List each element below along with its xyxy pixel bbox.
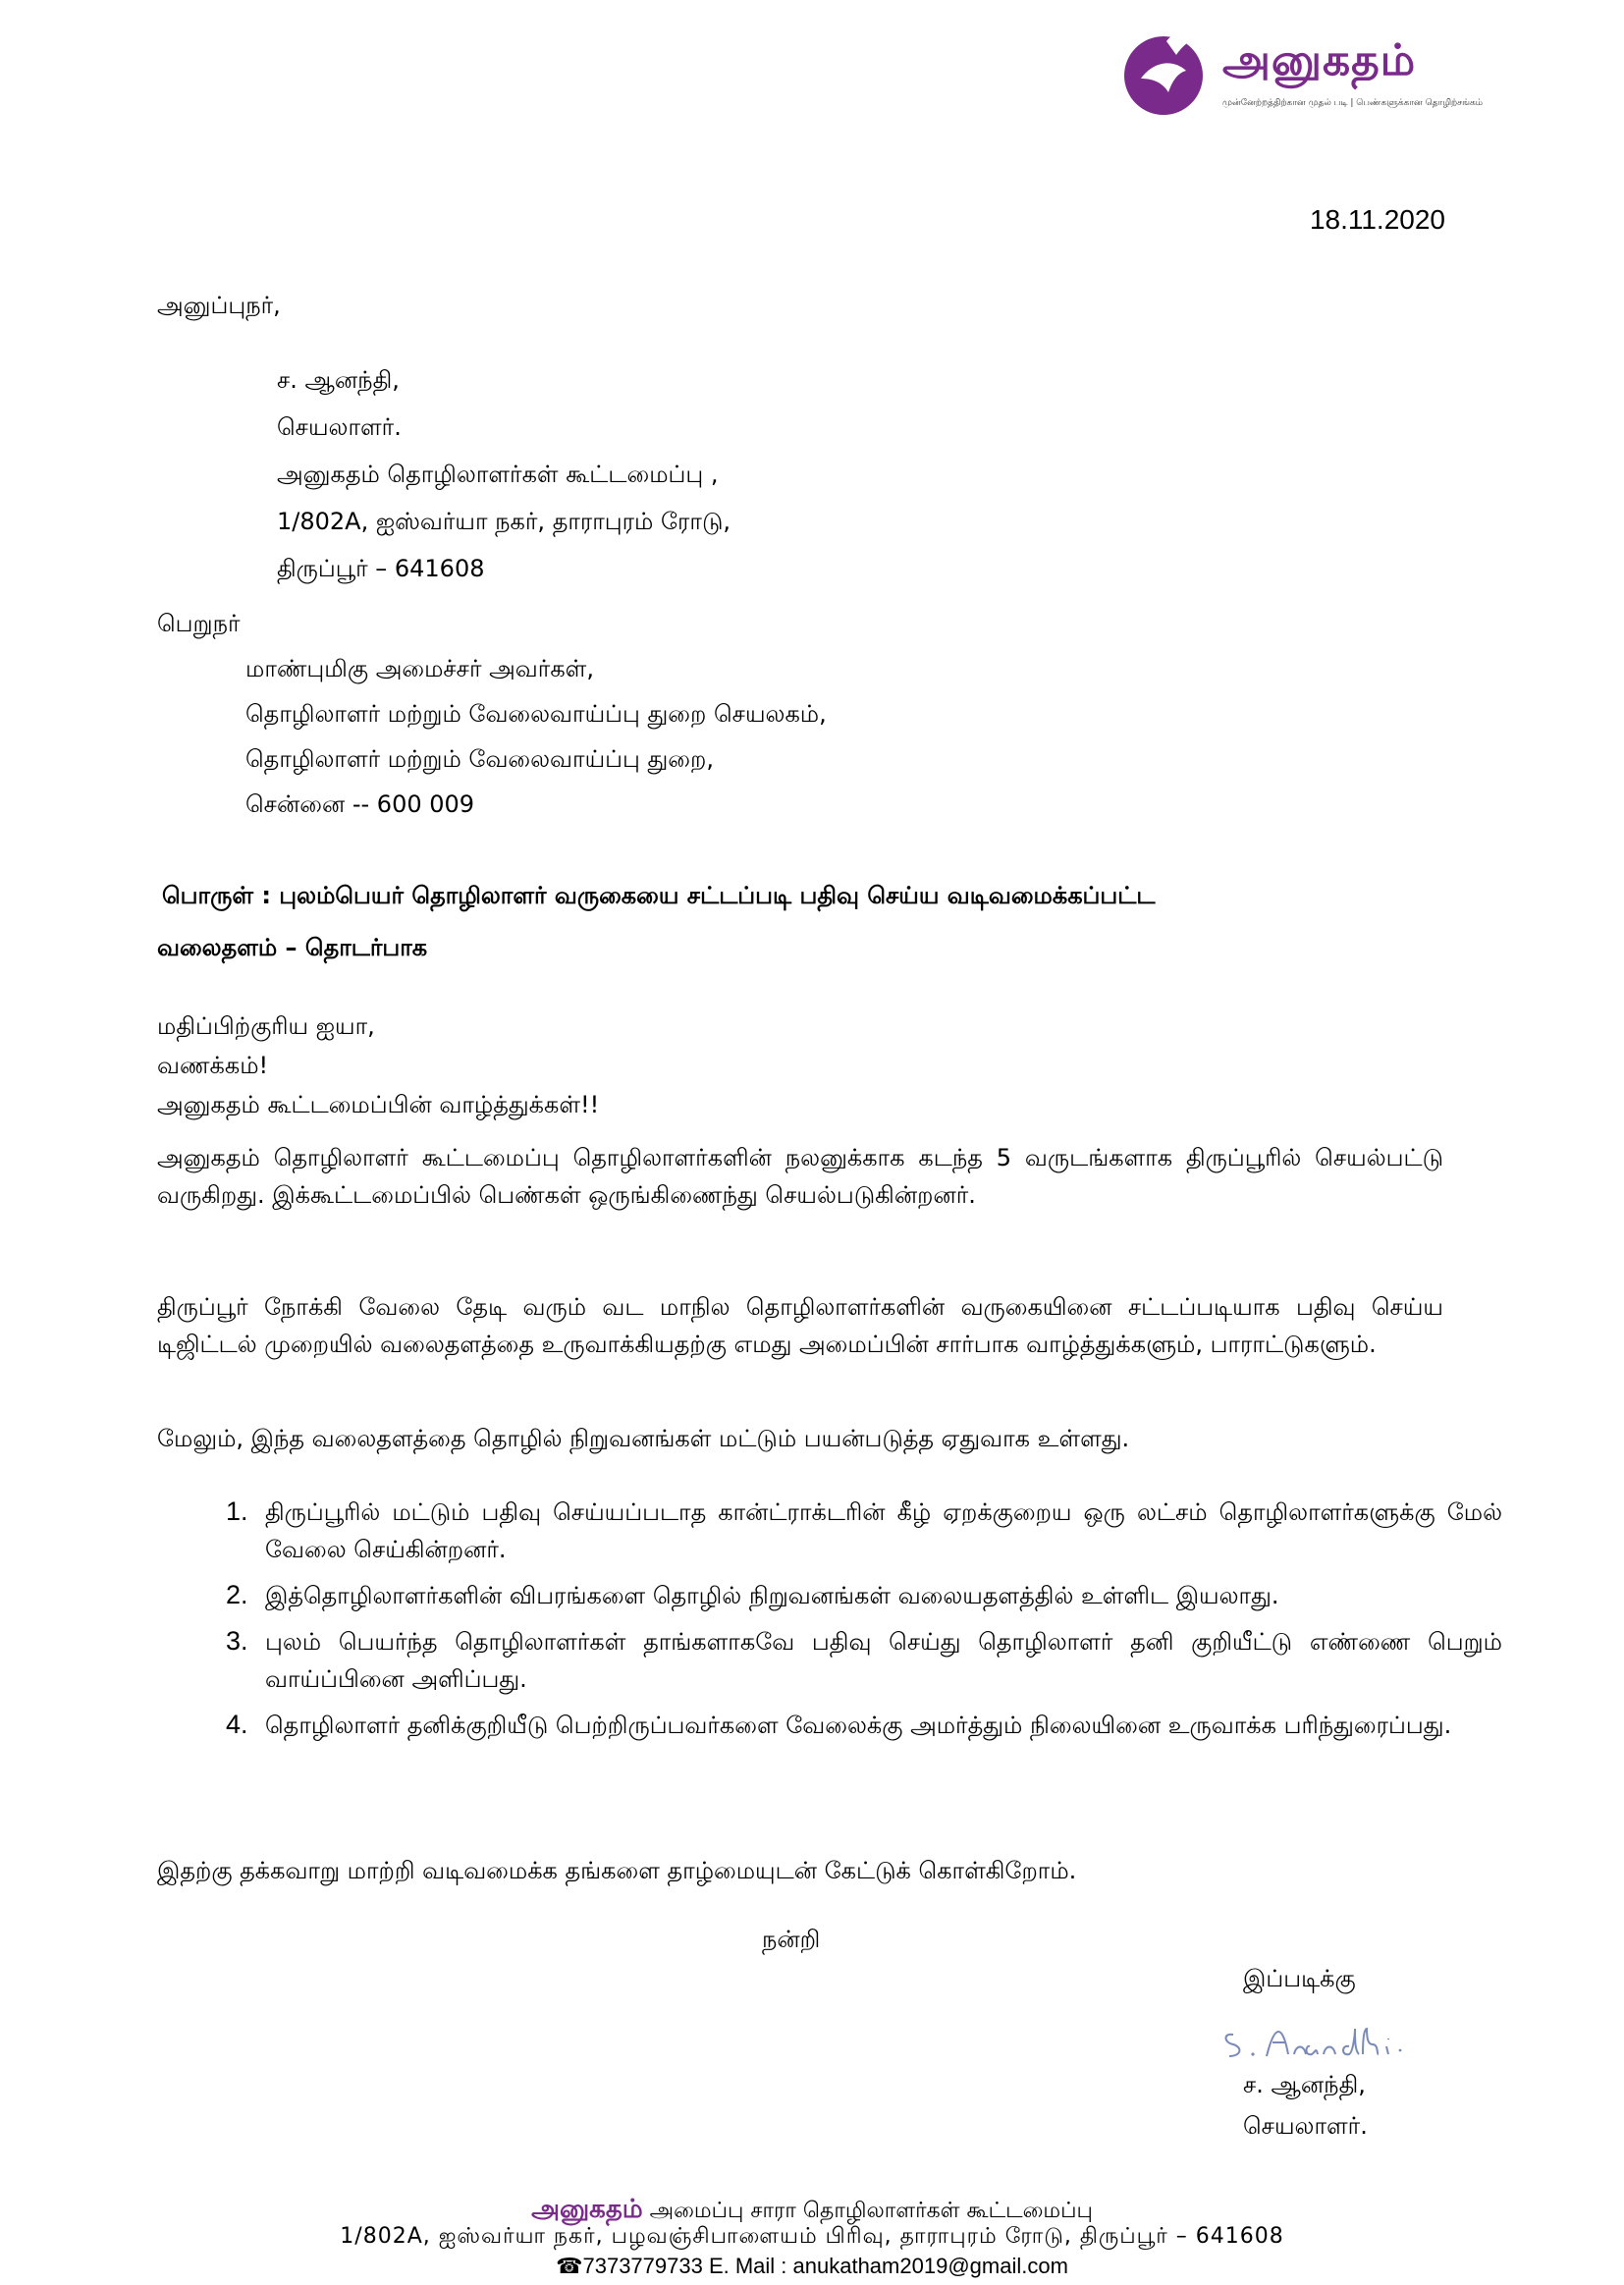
sender-line: 1/802A, ஐஸ்வர்யா நகர், தாராபுரம் ரோடு, [277,508,731,535]
sender-line: ச. ஆனந்தி, [277,366,400,394]
footer-contact-line [0,2254,1624,2279]
subject-line-1: பொருள் : புலம்பெயர் தொழிலாளர் வருகையை சட்டப்படி பதிவு செய்ய வடிவமைக்கப்பட்ட [162,882,1156,909]
sender-address [277,365,731,601]
receiver-heading: பெறுநர் [157,610,241,637]
receiver-line: தொழிலாளர் மற்றும் வேலைவாய்ப்பு துறை செயலகம், [245,700,827,728]
sender-line: செயலாளர். [277,413,402,441]
list-item: 1. திருப்பூரில் மட்டும் பதிவு செய்யப்படாத கான்ட்ராக்டரின் கீழ் ஏறக்குறைய ஒரு லட்சம் தொழிலாளர்களுக்கு மேல் வேலை செய்கின்றனர். [255,1493,1502,1568]
receiver-line: மாண்புமிகு அமைச்சர் அவர்கள், [245,655,594,682]
thanks-text: நன்றி [762,1926,821,1953]
signoff-label: இப்படிக்கு [1243,1965,1356,1992]
paragraph-concern: மேலும், இந்த வலைதளத்தை தொழில் நிறுவனங்கள் மட்டும் பயன்படுத்த ஏதுவாக உள்ளது. [157,1425,1130,1452]
paragraph-appreciation: திருப்பூர் நோக்கி வேலை தேடி வரும் வட மாநில தொழிலாளர்களின் வருகையினை சட்டப்படியாக பதிவு செய்ய டிஜிட்டல் முறையில் வலைதளத்தை உருவாக்கியதற்கு எமது அமைப்பின் சார்பாக வாழ்த்துக்களும், பாராட்டுகளும். [157,1293,1443,1358]
recommendation-list [196,1493,1502,1752]
greeting-vanakkam: வணக்கம்! [157,1052,269,1079]
receiver-line: தொழிலாளர் மற்றும் வேலைவாய்ப்பு துறை, [245,745,714,773]
footer-org: அமைப்பு சாரா தொழிலாளர்கள் கூட்டமைப்பு [642,2199,1093,2223]
list-item: 2. இத்தொழிலாளர்களின் விபரங்களை தொழில் நிறுவனங்கள் வலையதளத்தில் உள்ளிட இயலாது. [255,1576,1502,1614]
dove-logo-icon [1119,22,1218,120]
list-item: 4. தொழிலாளர் தனிக்குறியீடு பெற்றிருப்பவர்களை வேலைக்கு அமர்த்தும் நிலையினை உருவாக்க பரிந்துரைப்பது. [255,1706,1502,1744]
greeting-wishes: அனுகதம் கூட்டமைப்பின் வாழ்த்துக்கள்!! [157,1091,600,1118]
letterhead-logo [1119,22,1532,120]
signatory-title: செயலாளர். [1243,2112,1368,2140]
signatory-name: ச. ஆனந்தி, [1243,2071,1366,2098]
letter-date: 18.11.2020 [1309,204,1445,235]
closing-request: இதற்கு தக்கவாறு மாற்றி வடிவமைக்க தங்களை தாழ்மையுடன் கேட்டுக் கொள்கிறோம். [157,1857,1077,1884]
footer-address: 1/802A, ஐஸ்வர்யா நகர், பழவஞ்சிபாளையம் பிரிவு, தாராபுரம் ரோடு, திருப்பூர் – 641608 [340,2224,1284,2249]
footer-contact: 7373779733 E. Mail : anukatham2019@gmail.com [582,2254,1068,2278]
logo-wordmark: அனுகதம் [1222,35,1417,85]
phone-icon: ☎ [556,2254,583,2278]
sender-line: அனுகதம் தொழிலாளர்கள் கூட்டமைப்பு , [277,461,719,488]
sender-line: திருப்பூர் – 641608 [277,555,485,582]
paragraph-intro: அனுகதம் தொழிலாளர் கூட்டமைப்பு தொழிலாளர்களின் நலனுக்காக கடந்த 5 வருடங்களாக திருப்பூரில் செயல்பட்டு வருகிறது. இக்கூட்டமைப்பில் பெண்கள் ஒருங்கிணைந்து செயல்படுகின்றனர். [157,1144,1443,1209]
footer-org-line [0,2195,1624,2227]
salutation: மதிப்பிற்குரிய ஐயா, [157,1012,375,1040]
handwritten-signature [1216,2015,1422,2064]
sender-heading: அனுப்புநர், [157,292,281,319]
list-item: 3. புலம் பெயர்ந்த தொழிலாளர்கள் தாங்களாகவே பதிவு செய்து தொழிலாளர் தனி குறியீட்டு எண்ணை பெறும் வாய்ப்பினை அளிப்பது. [255,1622,1502,1698]
receiver-address [245,654,827,835]
logo-tagline: முன்னேற்றத்திற்கான முதல் படி | பெண்களுக்கான தொழிற்சங்கம் [1222,98,1484,108]
receiver-line: சென்னை -- 600 009 [245,790,475,818]
footer-brand: அனுகதம் [531,2195,643,2224]
subject-line-2: வலைதளம் – தொடர்பாக [157,934,428,961]
